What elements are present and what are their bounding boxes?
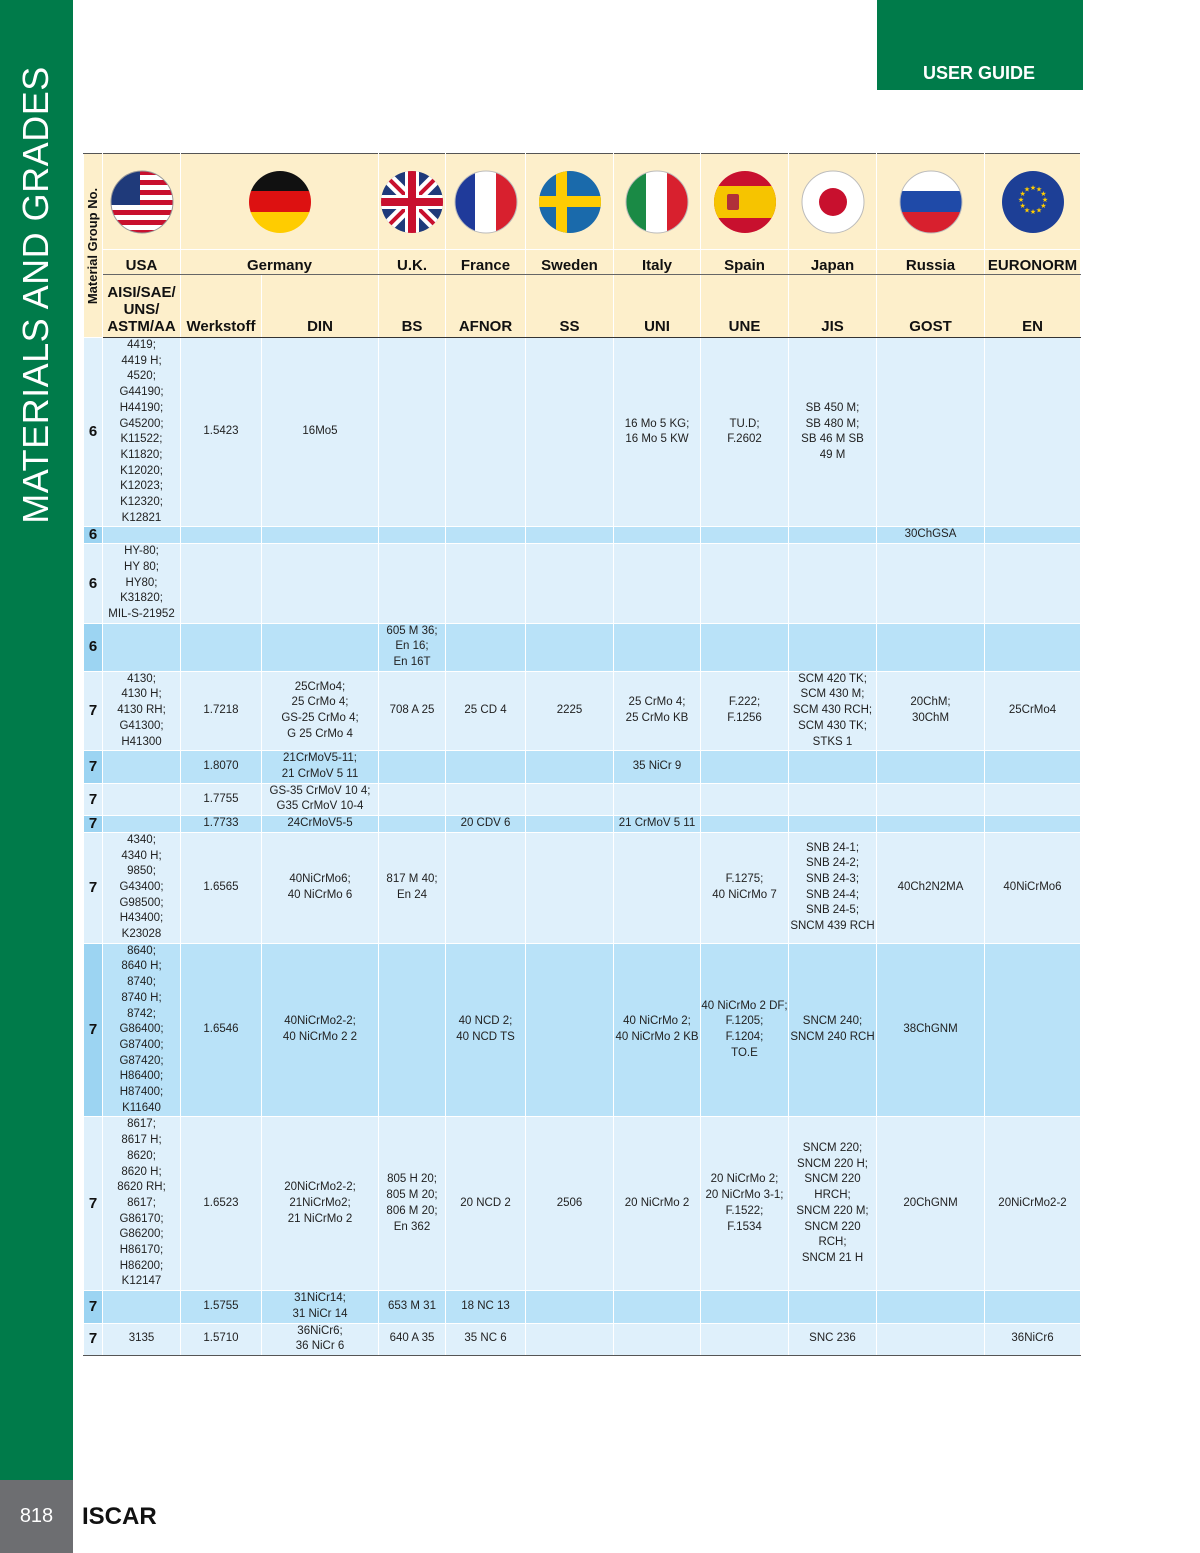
table-cell [181, 527, 262, 544]
standard-en: EN [985, 275, 1081, 338]
user-guide-tab [877, 0, 1083, 90]
table-cell: 20 CDV 6 [446, 816, 526, 833]
table-cell: 2506 [526, 1117, 614, 1291]
table-cell: 25CrMo4; 25 CrMo 4; GS-25 CrMo 4; G 25 CrMo 4 [262, 671, 379, 751]
table-cell [526, 832, 614, 943]
table-cell [379, 816, 446, 833]
table-cell: 20NiCrMo2-2; 21NiCrMo2; 21 NiCrMo 2 [262, 1117, 379, 1291]
table-cell [985, 816, 1081, 833]
table-cell: 1.6565 [181, 832, 262, 943]
flag-cell [789, 154, 877, 250]
table-cell [985, 1291, 1081, 1323]
table-cell [614, 623, 701, 671]
table-cell: 1.7755 [181, 783, 262, 815]
table-cell [701, 544, 789, 624]
group-number: 7 [84, 671, 103, 751]
table-cell [614, 527, 701, 544]
table-cell [103, 783, 181, 815]
table-cell: 4130; 4130 H; 4130 RH; G41300; H41300 [103, 671, 181, 751]
table-row [84, 1117, 1081, 1291]
brand-logo: ISCAR [82, 1503, 157, 1530]
country-sweden: Sweden [526, 250, 614, 275]
russia-flag-icon [899, 170, 963, 234]
table-cell [526, 338, 614, 527]
country-uk: U.K. [379, 250, 446, 275]
table-cell [877, 338, 985, 527]
table-cell [985, 751, 1081, 783]
table-cell: 40 NCD 2; 40 NCD TS [446, 943, 526, 1117]
table-row [84, 832, 1081, 943]
table-cell [877, 623, 985, 671]
table-cell [181, 623, 262, 671]
svg-text:★: ★ [1035, 205, 1042, 214]
svg-text:★: ★ [1023, 185, 1030, 194]
group-number: 7 [84, 1117, 103, 1291]
table-cell [379, 338, 446, 527]
table-cell [789, 1291, 877, 1323]
table-cell [103, 623, 181, 671]
table-cell: 1.6523 [181, 1117, 262, 1291]
italy-flag-icon [625, 170, 689, 234]
flag-cell [877, 154, 985, 250]
group-number: 7 [84, 783, 103, 815]
table-cell: 708 A 25 [379, 671, 446, 751]
table-cell: 20 NiCrMo 2; 20 NiCrMo 3-1; F.1522; F.1534 [701, 1117, 789, 1291]
table-cell: 31NiCr14; 31 NiCr 14 [262, 1291, 379, 1323]
table-cell [526, 816, 614, 833]
france-flag-icon [454, 170, 518, 234]
standard-din: DIN [262, 275, 379, 338]
svg-text:★: ★ [1041, 195, 1048, 204]
table-cell: 40NiCrMo6 [985, 832, 1081, 943]
table-cell [789, 751, 877, 783]
table-cell: 817 M 40; En 24 [379, 832, 446, 943]
flag-cell [379, 154, 446, 250]
table-cell [379, 943, 446, 1117]
table-cell [701, 783, 789, 815]
table-cell [103, 816, 181, 833]
table-cell [985, 527, 1081, 544]
table-cell [379, 527, 446, 544]
table-cell: 36NiCr6 [985, 1323, 1081, 1355]
country-spain: Spain [701, 250, 789, 275]
table-cell: 16 Mo 5 KG; 16 Mo 5 KW [614, 338, 701, 527]
table-cell: 1.5710 [181, 1323, 262, 1355]
group-number: 7 [84, 832, 103, 943]
page-number: 818 [0, 1480, 73, 1553]
group-number: 6 [84, 544, 103, 624]
group-number: 6 [84, 527, 103, 544]
table-cell [985, 943, 1081, 1117]
table-cell: 3135 [103, 1323, 181, 1355]
table-cell: 1.5423 [181, 338, 262, 527]
germany-flag-icon [248, 170, 312, 234]
table-row [84, 527, 1081, 544]
table-cell [379, 751, 446, 783]
table-cell: 25 CD 4 [446, 671, 526, 751]
flag-cell [446, 154, 526, 250]
table-cell [103, 751, 181, 783]
svg-text:★: ★ [1029, 183, 1036, 192]
table-cell: 18 NC 13 [446, 1291, 526, 1323]
table-cell [526, 783, 614, 815]
table-body [84, 338, 1081, 1356]
country-euronorm: EURONORM [985, 250, 1081, 275]
table-cell: 25CrMo4 [985, 671, 1081, 751]
country-italy: Italy [614, 250, 701, 275]
table-cell [877, 1291, 985, 1323]
group-number: 6 [84, 623, 103, 671]
svg-text:★: ★ [1018, 201, 1026, 210]
table-cell: 30ChGSA [877, 527, 985, 544]
table-cell [446, 832, 526, 943]
table-cell: 1.5755 [181, 1291, 262, 1323]
table-row [84, 943, 1081, 1117]
table-cell: GS-35 CrMoV 10 4; G35 CrMoV 10-4 [262, 783, 379, 815]
table-cell: 24CrMoV5-5 [262, 816, 379, 833]
table-cell [789, 816, 877, 833]
group-number: 7 [84, 1291, 103, 1323]
table-cell [379, 783, 446, 815]
table-cell [379, 544, 446, 624]
table-cell: 605 M 36; En 16; En 16T [379, 623, 446, 671]
table-cell: 1.7218 [181, 671, 262, 751]
country-russia: Russia [877, 250, 985, 275]
table-cell [877, 751, 985, 783]
table-row [84, 1291, 1081, 1323]
standard-uni: UNI [614, 275, 701, 338]
table-cell: 21 CrMoV 5 11 [614, 816, 701, 833]
table-cell [877, 1323, 985, 1355]
country-japan: Japan [789, 250, 877, 275]
table-cell [446, 527, 526, 544]
table-cell [446, 783, 526, 815]
table-cell: 4340; 4340 H; 9850; G43400; G98500; H43400; K23028 [103, 832, 181, 943]
table-cell: 25 CrMo 4; 25 CrMo KB [614, 671, 701, 751]
table-cell [446, 544, 526, 624]
svg-text:★: ★ [1018, 189, 1026, 198]
svg-text:★: ★ [1023, 205, 1030, 214]
table-cell: 640 A 35 [379, 1323, 446, 1355]
table-cell: 20NiCrMo2-2 [985, 1117, 1081, 1291]
standard-afnor: AFNOR [446, 275, 526, 338]
table-cell: F.1275; 40 NiCrMo 7 [701, 832, 789, 943]
flag-cell [103, 154, 181, 250]
table-cell: 21CrMoV5-11; 21 CrMoV 5 11 [262, 751, 379, 783]
group-number: 7 [84, 751, 103, 783]
standard-aisi: AISI/SAE/ UNS/ ASTM/AA [103, 275, 181, 338]
sweden-flag-icon [538, 170, 602, 234]
standard-bs: BS [379, 275, 446, 338]
table-cell: 8640; 8640 H; 8740; 8740 H; 8742; G86400; G87400; G87420; H86400; H87400; K11640 [103, 943, 181, 1117]
table-row [84, 816, 1081, 833]
table-cell [701, 527, 789, 544]
svg-text:★: ★ [1039, 189, 1047, 198]
standard-row [84, 275, 1081, 338]
table-cell: 20 NCD 2 [446, 1117, 526, 1291]
table-cell: 20ChM; 30ChM [877, 671, 985, 751]
usa-flag-icon [110, 170, 174, 234]
table-cell [701, 751, 789, 783]
spain-flag-icon [713, 170, 777, 234]
table-cell [181, 544, 262, 624]
table-cell: 40Ch2N2MA [877, 832, 985, 943]
svg-text:★: ★ [1017, 195, 1024, 204]
table-cell [877, 816, 985, 833]
table-cell: 16Mo5 [262, 338, 379, 527]
flag-cell [181, 154, 379, 250]
svg-text:★: ★ [1029, 207, 1036, 216]
group-number: 7 [84, 943, 103, 1117]
group-number: 6 [84, 338, 103, 527]
svg-text:★: ★ [1039, 201, 1047, 210]
table-cell [262, 623, 379, 671]
table-cell [526, 751, 614, 783]
table-cell: SNB 24-1; SNB 24-2; SNB 24-3; SNB 24-4; SNB 24-5; SNCM 439 RCH [789, 832, 877, 943]
table-cell: SCM 420 TK; SCM 430 M; SCM 430 RCH; SCM 430 TK; STKS 1 [789, 671, 877, 751]
standard-une: UNE [701, 275, 789, 338]
table-row [84, 1323, 1081, 1355]
table-cell: 36NiCr6; 36 NiCr 6 [262, 1323, 379, 1355]
group-number: 7 [84, 816, 103, 833]
table-cell [103, 527, 181, 544]
table-cell: TU.D; F.2602 [701, 338, 789, 527]
flag-cell [985, 154, 1081, 250]
table-cell [526, 1323, 614, 1355]
table-cell [701, 623, 789, 671]
table-cell [789, 527, 877, 544]
table-cell [262, 544, 379, 624]
table-cell [985, 338, 1081, 527]
table-cell [614, 783, 701, 815]
eu-flag-icon [1001, 170, 1065, 234]
uk-flag-icon [380, 170, 444, 234]
section-title-text: MATERIALS AND GRADES [15, 66, 56, 524]
country-usa: USA [103, 250, 181, 275]
table-cell [446, 338, 526, 527]
table-cell: 653 M 31 [379, 1291, 446, 1323]
table-cell [701, 1323, 789, 1355]
table-cell [614, 1291, 701, 1323]
table-row [84, 783, 1081, 815]
table-row [84, 544, 1081, 624]
table-cell: 1.7733 [181, 816, 262, 833]
table-cell: SNC 236 [789, 1323, 877, 1355]
flag-cell [614, 154, 701, 250]
table-cell: SNCM 240; SNCM 240 RCH [789, 943, 877, 1117]
table-cell [446, 623, 526, 671]
table-row [84, 338, 1081, 527]
table-cell: 805 H 20; 805 M 20; 806 M 20; En 362 [379, 1117, 446, 1291]
flag-cell [526, 154, 614, 250]
standard-ss: SS [526, 275, 614, 338]
group-header-label: Material Group No. [85, 187, 101, 304]
table-cell [877, 783, 985, 815]
table-cell: 1.6546 [181, 943, 262, 1117]
table-cell [526, 943, 614, 1117]
standard-jis: JIS [789, 275, 877, 338]
table-cell [701, 1291, 789, 1323]
group-header [84, 154, 103, 338]
table-cell: 4419; 4419 H; 4520; G44190; H44190; G45200; K11522; K11820; K12020; K12023; K12320; K12821 [103, 338, 181, 527]
table-cell: 8617; 8617 H; 8620; 8620 H; 8620 RH; 8617; G86170; G86200; H86170; H86200; K12147 [103, 1117, 181, 1291]
standard-werkstoff: Werkstoff [181, 275, 262, 338]
user-guide-label: USER GUIDE [922, 63, 1035, 83]
svg-text:★: ★ [1035, 185, 1042, 194]
table-cell [262, 527, 379, 544]
table-cell [701, 816, 789, 833]
country-france: France [446, 250, 526, 275]
table-cell [614, 1323, 701, 1355]
table-cell: 35 NiCr 9 [614, 751, 701, 783]
japan-flag-icon [801, 170, 865, 234]
table-cell: 20 NiCrMo 2 [614, 1117, 701, 1291]
table-cell [789, 623, 877, 671]
table-row [84, 623, 1081, 671]
table-cell: F.222; F.1256 [701, 671, 789, 751]
table-cell [614, 832, 701, 943]
table-cell: 20ChGNM [877, 1117, 985, 1291]
table-cell: 40 NiCrMo 2 DF; F.1205; F.1204; TO.E [701, 943, 789, 1117]
table-row [84, 751, 1081, 783]
table-cell [526, 1291, 614, 1323]
table-cell [526, 544, 614, 624]
table-cell: SB 450 M; SB 480 M; SB 46 M SB 49 M [789, 338, 877, 527]
table-cell [877, 544, 985, 624]
table-cell [789, 544, 877, 624]
table-cell: 40NiCrMo6; 40 NiCrMo 6 [262, 832, 379, 943]
table-cell [526, 527, 614, 544]
country-row [84, 250, 1081, 275]
country-germany: Germany [181, 250, 379, 275]
group-number: 7 [84, 1323, 103, 1355]
table-cell [446, 751, 526, 783]
table-cell [985, 544, 1081, 624]
flag-cell [701, 154, 789, 250]
table-cell [103, 1291, 181, 1323]
standard-gost: GOST [877, 275, 985, 338]
table-cell [789, 783, 877, 815]
table-cell: SNCM 220; SNCM 220 H; SNCM 220 HRCH; SNCM 220 M; SNCM 220 RCH; SNCM 21 H [789, 1117, 877, 1291]
table-cell [985, 623, 1081, 671]
table-cell: 1.8070 [181, 751, 262, 783]
table-cell: 2225 [526, 671, 614, 751]
materials-table [83, 153, 1081, 1356]
table-cell [526, 623, 614, 671]
table-row [84, 671, 1081, 751]
flag-row [84, 154, 1081, 250]
table-cell [985, 783, 1081, 815]
table-cell: 40NiCrMo2-2; 40 NiCrMo 2 2 [262, 943, 379, 1117]
table-cell [614, 544, 701, 624]
table-cell: 40 NiCrMo 2; 40 NiCrMo 2 KB [614, 943, 701, 1117]
table-cell: 38ChGNM [877, 943, 985, 1117]
table-cell: HY-80; HY 80; HY80; K31820; MIL-S-21952 [103, 544, 181, 624]
table-cell: 35 NC 6 [446, 1323, 526, 1355]
